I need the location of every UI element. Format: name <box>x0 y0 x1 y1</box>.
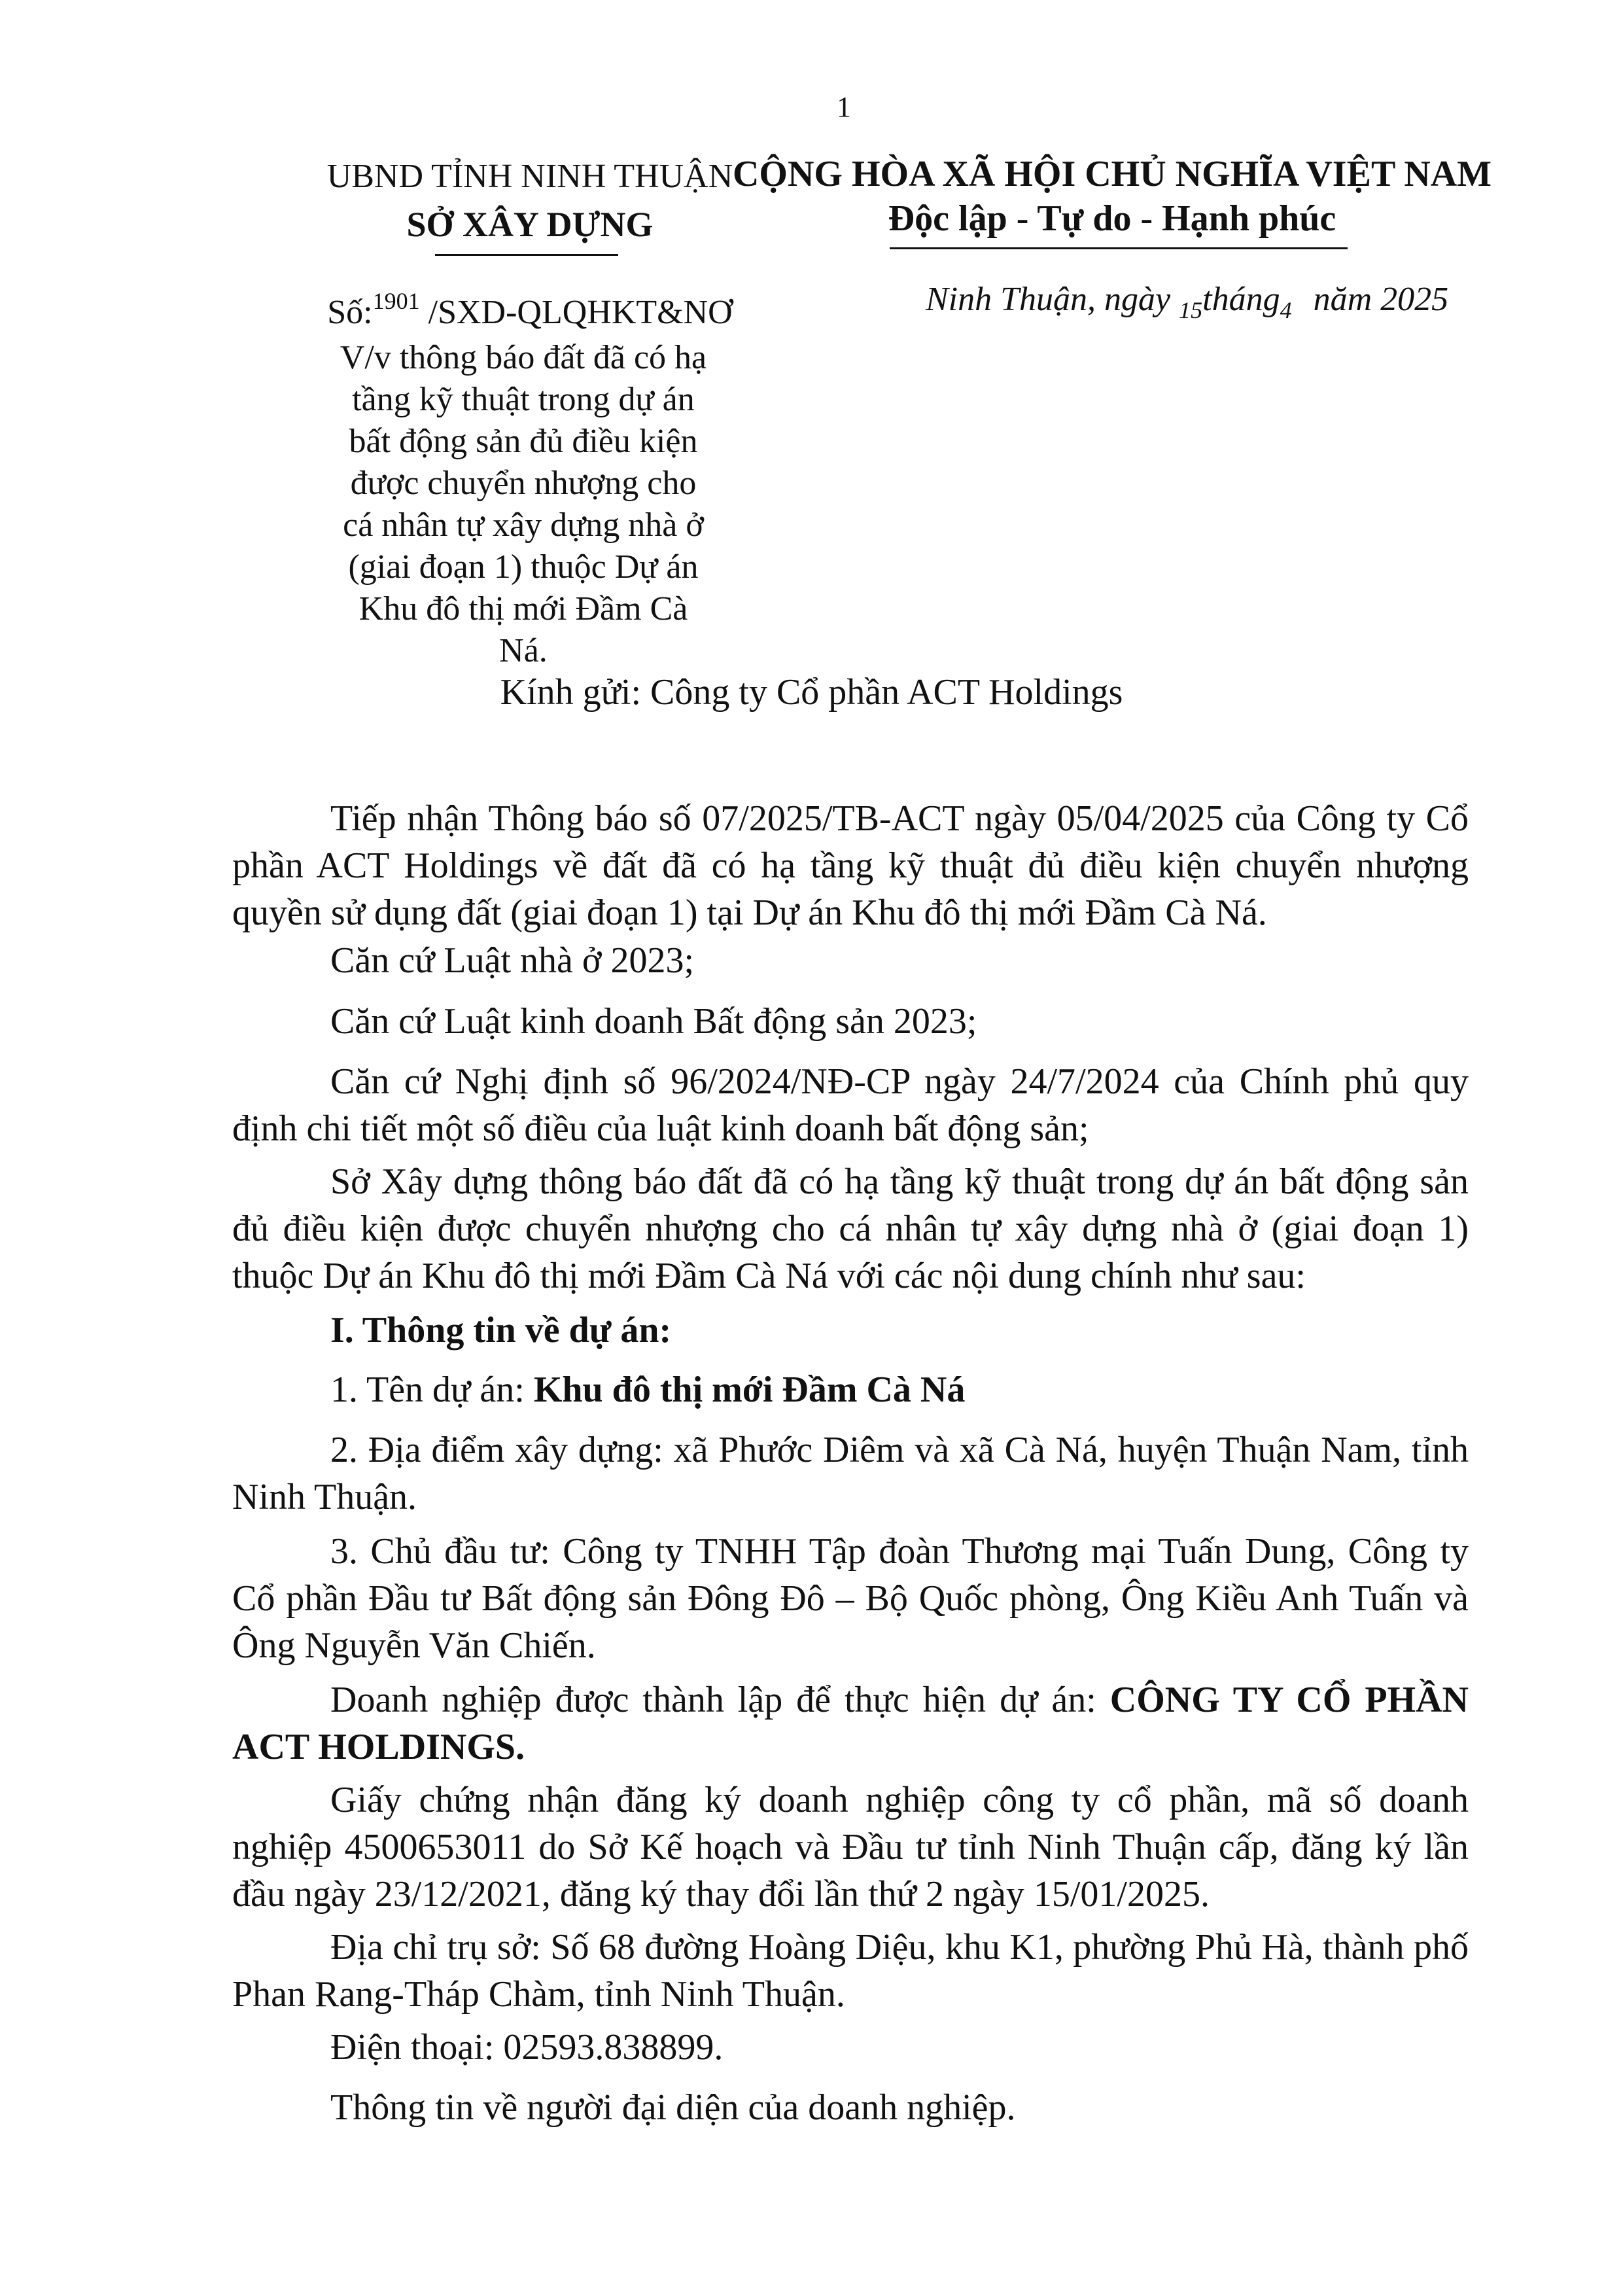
paragraph-business-registration: Giấy chứng nhận đăng ký doanh nghiệp công ty cổ phần, mã số doanh nghiệp 4500653011 do Sở Kế hoạch và Đầu tư tỉnh Ninh Thuận cấp, đăng ký lần đầu ngày 23/12/2021, đăng ký thay đổi lần thứ 2 ngày 15/01/2025. <box>232 1780 1469 1915</box>
number-value: 1901 <box>372 288 420 314</box>
date-prefix: Ninh Thuận, ngày <box>926 281 1179 318</box>
date-month: 4 <box>1280 297 1292 323</box>
country-name: CỘNG HÒA XÃ HỘI CHỦ NGHĨA VIỆT NAM <box>732 154 1492 194</box>
paragraph-phone: Điện thoại: 02593.838899. <box>330 2027 724 2068</box>
national-motto: Độc lập - Tự do - Hạnh phúc <box>888 198 1336 239</box>
motto-underline <box>890 247 1348 249</box>
item-project-name <box>232 1366 1469 1413</box>
paragraph-head-office-address: Địa chỉ trụ sở: Số 68 đường Hoàng Diệu, khu K1, phường Phủ Hà, thành phố Phan Rang-Tháp Chàm, tỉnh Ninh Thuận. <box>232 1927 1469 2015</box>
date-month-word: tháng <box>1202 281 1280 318</box>
document-number <box>203 289 857 330</box>
recipient-line: Kính gửi: Công ty Cổ phần ACT Holdings <box>500 672 1123 713</box>
enterprise-name: CÔNG TY CỔ PHẦN ACT HOLDINGS. <box>232 1680 1469 1767</box>
paragraph-receipt: Tiếp nhận Thông báo số 07/2025/TB-ACT ngày 05/04/2025 của Công ty Cổ phần ACT Holdings về đất đã có hạ tầng kỹ thuật đủ điều kiện chuyển nhượng quyền sử dụng đất (giai đoạn 1) tại Dự án Khu đô thị mới Đầm Cà Ná. <box>232 798 1469 933</box>
number-prefix: Số: <box>327 294 373 331</box>
department-name: SỞ XÂY DỰNG <box>406 205 654 244</box>
issue-date <box>926 283 1448 322</box>
document-subject: V/v thông báo đất đã có hạ tầng kỹ thuật trong dự án bất động sản đủ điều kiện được chuyển nhượng cho cá nhân tự xây dựng nhà ở (giai đoạn 1) thuộc Dự án Khu đô thị mới Đầm Cà Ná. <box>340 339 707 669</box>
project-name-value: Khu đô thị mới Đầm Cà Ná <box>533 1369 966 1410</box>
issuing-authority: UBND TỈNH NINH THUẬN <box>326 158 733 195</box>
date-year: năm 2025 <box>1304 281 1449 318</box>
date-day: 15 <box>1179 297 1203 323</box>
paragraph-representative-info: Thông tin về người đại diện của doanh nghiệp. <box>330 2087 1016 2128</box>
paragraph-legal-basis-housing: Căn cứ Luật nhà ở 2023; <box>330 940 695 981</box>
page-number: 1 <box>837 91 851 123</box>
department-underline <box>435 254 618 256</box>
project-name-label: 1. Tên dự án: <box>330 1369 534 1410</box>
paragraph-legal-basis-decree: Căn cứ Nghị định số 96/2024/NĐ-CP ngày 24/7/2024 của Chính phủ quy định chi tiết một số điều của luật kinh doanh bất động sản; <box>232 1061 1469 1149</box>
section-title-project-info: I. Thông tin về dự án: <box>330 1310 672 1351</box>
paragraph-project-enterprise <box>232 1676 1469 1771</box>
item-investors: 3. Chủ đầu tư: Công ty TNHH Tập đoàn Thương mại Tuấn Dung, Công ty Cổ phần Đầu tư Bất động sản Đông Đô – Bộ Quốc phòng, Ông Kiều Anh Tuấn và Ông Nguyễn Văn Chiến. <box>232 1531 1469 1666</box>
paragraph-announcement: Sở Xây dựng thông báo đất đã có hạ tầng kỹ thuật trong dự án bất động sản đủ điều kiện được chuyển nhượng cho cá nhân tự xây dựng nhà ở (giai đoạn 1) thuộc Dự án Khu đô thị mới Đầm Cà Ná với các nội dung chính như sau: <box>232 1161 1469 1296</box>
paragraph-legal-basis-real-estate: Căn cứ Luật kinh doanh Bất động sản 2023; <box>330 1001 977 1042</box>
enterprise-label: Doanh nghiệp được thành lập để thực hiện dự án: <box>330 1680 1110 1720</box>
item-construction-location: 2. Địa điểm xây dựng: xã Phước Diêm và xã Cà Ná, huyện Thuận Nam, tỉnh Ninh Thuận. <box>232 1430 1469 1517</box>
number-suffix: /SXD-QLQHKT&NƠ <box>419 294 733 331</box>
